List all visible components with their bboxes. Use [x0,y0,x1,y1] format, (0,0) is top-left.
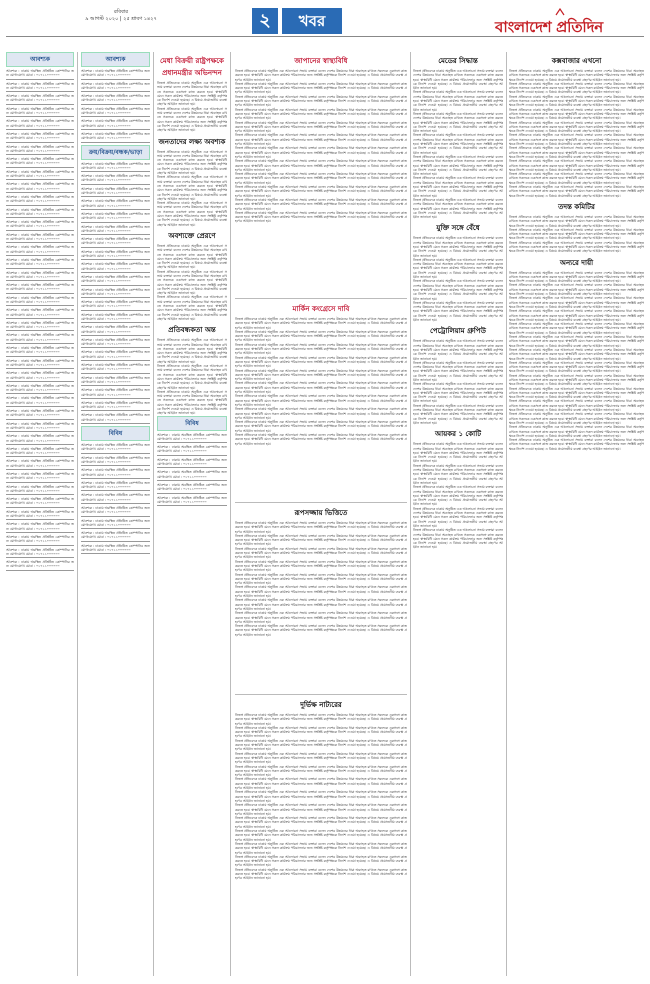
classified-ad: আবশ্যক : ঢাকায় অবস্থিত প্রতিষ্ঠিত কোম্পানির জন্য যোগাযোগ। মোবা : ০১৭১১০০০০০০ [6,522,74,533]
article-body: নিজস্ব প্রতিবেদক ঢাকায় অনুষ্ঠিত এক আলোচনা সভায় বক্তারা বলেন দেশের উন্নয়নের ধারা অব্যাহত রাখতে সকলকে একসঙ্গে কাজ করতে হবে। স্বাস্থ্যবিধি মেনে সকল কার্যক্রম পরিচালনার জন্য সংশ্লিষ্ট কর্তৃপক্ষকে নির্দেশ দেওয়া হয়েছে। এ বিষয়ে প্রয়োজনীয় ব্যবস্থা গ্রহণের আহ্বান জানানো হয়। [235,624,407,637]
article-headline: তদন্ত কমিটির [558,202,595,211]
classified-ad: আবশ্যক : ঢাকায় অবস্থিত প্রতিষ্ঠিত কোম্পানির জন্য যোগাযোগ। মোবা : ০১৭১১০০০০০০ [6,434,74,445]
column-divider [153,52,154,976]
classifieds-column-1 [6,52,74,976]
classified-ad: আবশ্যক : ঢাকায় অবস্থিত প্রতিষ্ঠিত কোম্পানির জন্য যোগাযোগ। মোবা : ০১৭১১০০০০০০ [81,187,150,198]
classified-ad: আবশ্যক : ঢাকায় অবস্থিত প্রতিষ্ঠিত কোম্পানির জন্য যোগাযোগ। মোবা : ০১৭১১০০০০০০ [6,220,74,231]
article-body: নিজস্ব প্রতিবেদক ঢাকায় অনুষ্ঠিত এক আলোচনা সভায় বক্তারা বলেন দেশের উন্নয়নের ধারা অব্যাহত রাখতে সকলকে একসঙ্গে কাজ করতে হবে। স্বাস্থ্যবিধি মেনে সকল কার্যক্রম পরিচালনার জন্য সংশ্লিষ্ট কর্তৃপক্ষকে নির্দেশ দেওয়া হয়েছে। এ বিষয়ে প্রয়োজনীয় ব্যবস্থা গ্রহণের আহ্বান জানানো হয়। [413,111,503,134]
article-body: নিজস্ব প্রতিবেদক ঢাকায় অনুষ্ঠিত এক আলোচনা সভায় বক্তারা বলেন দেশের উন্নয়নের ধারা অব্যাহত রাখতে সকলকে একসঙ্গে কাজ করতে হবে। স্বাস্থ্যবিধি মেনে সকল কার্যক্রম পরিচালনার জন্য সংশ্লিষ্ট কর্তৃপক্ষকে নির্দেশ দেওয়া হয়েছে। এ বিষয়ে প্রয়োজনীয় ব্যবস্থা গ্রহণের আহ্বান জানানো হয়। [235,146,407,159]
column-divider [410,52,411,976]
classified-ad: আবশ্যক : ঢাকায় অবস্থিত প্রতিষ্ঠিত কোম্পানির জন্য যোগাযোগ। মোবা : ০১৭১১০০০০০০ [81,313,150,324]
article-body: নিজস্ব প্রতিবেদক ঢাকায় অনুষ্ঠিত এক আলোচনা সভায় বক্তারা বলেন দেশের উন্নয়নের ধারা অব্যাহত রাখতে সকলকে একসঙ্গে কাজ করতে হবে। স্বাস্থ্যবিধি মেনে সকল কার্যক্রম পরিচালনার জন্য সংশ্লিষ্ট কর্তৃপক্ষকে নির্দেশ দেওয়া হয়েছে। এ বিষয়ে প্রয়োজনীয় ব্যবস্থা গ্রহণের আহ্বান জানানো হয়। [413,360,503,382]
article-body: নিজস্ব প্রতিবেদক ঢাকায় অনুষ্ঠিত এক আলোচনা সভায় বক্তারা বলেন দেশের উন্নয়নের ধারা অব্যাহত রাখতে সকলকে একসঙ্গে কাজ করতে হবে। স্বাস্থ্যবিধি মেনে সকল কার্যক্রম পরিচালনার জন্য সংশ্লিষ্ট কর্তৃপক্ষকে নির্দেশ দেওয়া হয়েছে। এ বিষয়ে প্রয়োজনীয় ব্যবস্থা গ্রহণের আহ্বান জানানো হয়। [235,433,407,446]
classified-ad: আবশ্যক : ঢাকায় অবস্থিত প্রতিষ্ঠিত কোম্পানির জন্য যোগাযোগ। মোবা : ০১৭১১০০০০০০ [81,212,150,223]
classified-ad: আবশ্যক : ঢাকায় অবস্থিত প্রতিষ্ঠিত কোম্পানির জন্য যোগাযোগ। মোবা : ০১৭১১০০০০০০ [81,107,150,118]
classified-ad: আবশ্যক : ঢাকায় অবস্থিত প্রতিষ্ঠিত কোম্পানির জন্য যোগাযোগ। মোবা : ০১৭১১০০০০০০ [81,544,150,555]
article-body: নিজস্ব প্রতিবেদক ঢাকায় অনুষ্ঠিত এক আলোচনা সভায় বক্তারা বলেন দেশের উন্নয়নের ধারা অব্যাহত রাখতে সকলকে একসঙ্গে কাজ করতে হবে। স্বাস্থ্যবিধি মেনে সকল কার্যক্রম পরিচালনার জন্য সংশ্লিষ্ট কর্তৃপক্ষকে নির্দেশ দেওয়া হয়েছে। এ বিষয়ে প্রয়োজনীয় ব্যবস্থা গ্রহণের আহ্বান জানানো হয়। [509,133,644,147]
article-body: নিজস্ব প্রতিবেদক ঢাকায় অনুষ্ঠিত এক আলোচনা সভায় বক্তারা বলেন দেশের উন্নয়নের ধারা অব্যাহত রাখতে সকলকে একসঙ্গে কাজ করতে হবে। স্বাস্থ্যবিধি মেনে সকল কার্যক্রম পরিচালনার জন্য সংশ্লিষ্ট কর্তৃপক্ষকে নির্দেশ দেওয়া হয়েছে। এ বিষয়ে প্রয়োজনীয় ব্যবস্থা গ্রহণের আহ্বান জানানো হয়। [509,69,644,82]
classified-ad: আবশ্যক : ঢাকায় অবস্থিত প্রতিষ্ঠিত কোম্পানির জন্য যোগাযোগ। মোবা : ০১৭১১০০০০০০ [6,157,74,168]
article-body: নিজস্ব প্রতিবেদক ঢাকায় অনুষ্ঠিত এক আলোচনা সভায় বক্তারা বলেন দেশের উন্নয়নের ধারা অব্যাহত রাখতে সকলকে একসঙ্গে কাজ করতে হবে। স্বাস্থ্যবিধি মেনে সকল কার্যক্রম পরিচালনার জন্য সংশ্লিষ্ট কর্তৃপক্ষকে নির্দেশ দেওয়া হয়েছে। এ বিষয়ে প্রয়োজনীয় ব্যবস্থা গ্রহণের আহ্বান জানানো হয়। [235,133,407,147]
article-headline: মার্কিন কংগ্রেসে দাবি [292,305,350,313]
classified-ad: আবশ্যক : ঢাকায় অবস্থিত প্রতিষ্ঠিত কোম্পানির জন্য যোগাযোগ। মোবা : ০১৭১১০০০০০০ [6,333,74,344]
article-body: নিজস্ব প্রতিবেদক ঢাকায় অনুষ্ঠিত এক আলোচনা সভায় বক্তারা বলেন দেশের উন্নয়নের ধারা অব্যাহত রাখতে সকলকে একসঙ্গে কাজ করতে হবে। স্বাস্থ্যবিধি মেনে সকল কার্যক্রম পরিচালনার জন্য সংশ্লিষ্ট কর্তৃপক্ষকে নির্দেশ দেওয়া হয়েছে। এ বিষয়ে প্রয়োজনীয় ব্যবস্থা গ্রহণের আহ্বান জানানো হয়। [235,725,407,739]
classified-ad: আবশ্যক : ঢাকায় অবস্থিত প্রতিষ্ঠিত কোম্পানির জন্য যোগাযোগ। মোবা : ০১৭১১০০০০০০ [6,195,74,206]
classified-ad: আবশ্যক : ঢাকায় অবস্থিত প্রতিষ্ঠিত কোম্পানির জন্য যোগাযোগ। মোবা : ০১৭১১০০০০০০ [157,470,227,481]
article-headline: আয়কর ১ কোটি [434,430,482,439]
header-rule [6,36,644,37]
classified-heading: আবশ্যক [81,52,150,67]
classified-ad: আবশ্যক : ঢাকায় অবস্থিত প্রতিষ্ঠিত কোম্পানির জন্য যোগাযোগ। মোবা : ০১৭১১০০০০০০ [81,376,150,387]
article-body: নিজস্ব প্রতিবেদক ঢাকায় অনুষ্ঠিত এক আলোচনা সভায় বক্তারা বলেন দেশের উন্নয়নের ধারা অব্যাহত রাখতে সকলকে একসঙ্গে কাজ করতে হবে। স্বাস্থ্যবিধি মেনে সকল কার্যক্রম পরিচালনার জন্য সংশ্লিষ্ট কর্তৃপক্ষকে নির্দেশ দেওয়া হয়েছে। এ বিষয়ে প্রয়োজনীয় ব্যবস্থা গ্রহণের আহ্বান জানানো হয়। [413,528,503,550]
story-divider [235,502,407,503]
article-body: নিজস্ব প্রতিবেদক ঢাকায় অনুষ্ঠিত এক আলোচনা সভায় বক্তারা বলেন দেশের উন্নয়নের ধারা অব্যাহত রাখতে সকলকে একসঙ্গে কাজ করতে হবে। স্বাস্থ্যবিধি মেনে সকল কার্যক্রম পরিচালনার জন্য সংশ্লিষ্ট কর্তৃপক্ষকে নির্দেশ দেওয়া হয়েছে। এ বিষয়ে প্রয়োজনীয় ব্যবস্থা গ্রহণের আহ্বান জানানো হয়। [235,342,407,356]
article-body: নিজস্ব প্রতিবেদক ঢাকায় অনুষ্ঠিত এক আলোচনা সভায় বক্তারা বলেন দেশের উন্নয়নের ধারা অব্যাহত রাখতে সকলকে একসঙ্গে কাজ করতে হবে। স্বাস্থ্যবিধি মেনে সকল কার্যক্রম পরিচালনার জন্য সংশ্লিষ্ট কর্তৃপক্ষকে নির্দেশ দেওয়া হয়েছে। এ বিষয়ে প্রয়োজনীয় ব্যবস্থা গ্রহণের আহ্বান জানানো হয়। [509,81,644,95]
article-body: নিজস্ব প্রতিবেদক ঢাকায় অনুষ্ঠিত এক আলোচনা সভায় বক্তারা বলেন দেশের উন্নয়নের ধারা অব্যাহত রাখতে সকলকে একসঙ্গে কাজ করতে হবে। স্বাস্থ্যবিধি মেনে সকল কার্যক্রম পরিচালনার জন্য সংশ্লিষ্ট কর্তৃপক্ষকে নির্দেশ দেওয়া হয়েছে। এ বিষয়ে প্রয়োজনীয় ব্যবস্থা গ্রহণের আহ্বান জানানো হয়। [413,300,503,323]
page-header [0,0,650,38]
classified-ad: আবশ্যক : ঢাকায় অবস্থিত প্রতিষ্ঠিত কোম্পানির জন্য যোগাযোগ। মোবা : ০১৭১১০০০০০০ [6,409,74,420]
article-body: নিজস্ব প্রতিবেদক ঢাকায় অনুষ্ঠিত এক আলোচনা সভায় বক্তারা বলেন দেশের উন্নয়নের ধারা অব্যাহত রাখতে সকলকে একসঙ্গে কাজ করতে হবে। স্বাস্থ্যবিধি মেনে সকল কার্যক্রম পরিচালনার জন্য সংশ্লিষ্ট কর্তৃপক্ষকে নির্দেশ দেওয়া হয়েছে। এ বিষয়ে প্রয়োজনীয় ব্যবস্থা গ্রহণের আহ্বান জানানো হয়। [235,841,407,855]
article-headline: যুক্তি সঙ্গে বেঁধে [436,224,480,233]
classified-ad: আবশ্যক : ঢাকায় অবস্থিত প্রতিষ্ঠিত কোম্পানির জন্য যোগাযোগ। মোবা : ০১৭১১০০০০০০ [6,208,74,219]
article-body: নিজস্ব প্রতিবেদক ঢাকায় অনুষ্ঠিত এক আলোচনা সভায় বক্তারা বলেন দেশের উন্নয়নের ধারা অব্যাহত রাখতে সকলকে একসঙ্গে কাজ করতে হবে। স্বাস্থ্যবিধি মেনে সকল কার্যক্রম পরিচালনার জন্য সংশ্লিষ্ট কর্তৃপক্ষকে নির্দেশ দেওয়া হয়েছে। এ বিষয়ে প্রয়োজনীয় ব্যবস্থা গ্রহণের আহ্বান জানানো হয়। [235,185,407,198]
article-body: নিজস্ব প্রতিবেদক ঢাকায় অনুষ্ঠিত এক আলোচনা সভায় বক্তারা বলেন দেশের উন্নয়নের ধারা অব্যাহত রাখতে সকলকে একসঙ্গে কাজ করতে হবে। স্বাস্থ্যবিধি মেনে সকল কার্যক্রম পরিচালনার জন্য সংশ্লিষ্ট কর্তৃপক্ষকে নির্দেশ দেওয়া হয়েছে। এ বিষয়ে প্রয়োজনীয় ব্যবস্থা গ্রহণের আহ্বান জানানো হয়। [509,146,644,159]
article-body: নিজস্ব প্রতিবেদক ঢাকায় অনুষ্ঠিত এক আলোচনা সভায় বক্তারা বলেন দেশের উন্নয়নের ধারা অব্যাহত রাখতে সকলকে একসঙ্গে কাজ করতে হবে। স্বাস্থ্যবিধি মেনে সকল কার্যক্রম পরিচালনার জন্য সংশ্লিষ্ট কর্তৃপক্ষকে নির্দেশ দেওয়া হয়েছে। এ বিষয়ে প্রয়োজনীয় ব্যবস্থা গ্রহণের আহ্বান জানানো হয়। [235,559,407,573]
article-body: নিজস্ব প্রতিবেদক ঢাকায় অনুষ্ঠিত এক আলোচনা সভায় বক্তারা বলেন দেশের উন্নয়নের ধারা অব্যাহত রাখতে সকলকে একসঙ্গে কাজ করতে হবে। স্বাস্থ্যবিধি মেনে সকল কার্যক্রম পরিচালনার জন্য সংশ্লিষ্ট কর্তৃপক্ষকে নির্দেশ দেওয়া হয়েছে। এ বিষয়ে প্রয়োজনীয় ব্যবস্থা গ্রহণের আহ্বান জানানো হয়। [235,172,407,185]
classified-ad: আবশ্যক : ঢাকায় অবস্থিত প্রতিষ্ঠিত কোম্পানির জন্য যোগাযোগ। মোবা : ০১৭১১০০০০০০ [6,308,74,319]
classified-ad: আবশ্যক : ঢাকায় অবস্থিত প্রতিষ্ঠিত কোম্পানির জন্য যোগাযোগ। মোবা : ০১৭১১০০০০০০ [6,485,74,496]
article-body: নিজস্ব প্রতিবেদক ঢাকায় অনুষ্ঠিত এক আলোচনা সভায় বক্তারা বলেন দেশের উন্নয়নের ধারা অব্যাহত রাখতে সকলকে একসঙ্গে কাজ করতে হবে। স্বাস্থ্যবিধি মেনে সকল কার্যক্রম পরিচালনার জন্য সংশ্লিষ্ট কর্তৃপক্ষকে নির্দেশ দেওয়া হয়েছে। এ বিষয়ে প্রয়োজনীয় ব্যবস্থা গ্রহণের আহ্বান জানানো হয়। [235,816,407,829]
story-lower-main [235,504,407,692]
article-body: নিজস্ব প্রতিবেদক ঢাকায় অনুষ্ঠিত এক আলোচনা সভায় বক্তারা বলেন দেশের উন্নয়নের ধারা অব্যাহত রাখতে সকলকে একসঙ্গে কাজ করতে হবে। স্বাস্থ্যবিধি মেনে সকল কার্যক্রম পরিচালনার জন্য সংশ্লিষ্ট কর্তৃপক্ষকে নির্দেশ দেওয়া হয়েছে। এ বিষয়ে প্রয়োজনীয় ব্যবস্থা গ্রহণের আহ্বান জানানো হয়। [235,585,407,599]
classified-ad: আবশ্যক : ঢাকায় অবস্থিত প্রতিষ্ঠিত কোম্পানির জন্য যোগাযোগ। মোবা : ০১৭১১০০০০০০ [81,338,150,349]
article-body: নিজস্ব প্রতিবেদক ঢাকায় অনুষ্ঠিত এক আলোচনা সভায় বক্তারা বলেন দেশের উন্নয়নের ধারা অব্যাহত রাখতে সকলকে একসঙ্গে কাজ করতে হবে। স্বাস্থ্যবিধি মেনে সকল কার্যক্রম পরিচালনার জন্য সংশ্লিষ্ট কর্তৃপক্ষকে নির্দেশ দেওয়া হয়েছে। এ বিষয়ে প্রয়োজনীয় ব্যবস্থা গ্রহণের আহ্বান জানানো হয়। [413,176,503,198]
classified-ad: আবশ্যক : ঢাকায় অবস্থিত প্রতিষ্ঠিত কোম্পানির জন্য যোগাযোগ। মোবা : ০১৭১১০০০০০০ [81,82,150,93]
classified-heading: আবশ্যক [6,52,74,67]
classified-ad: আবশ্যক : ঢাকায় অবস্থিত প্রতিষ্ঠিত কোম্পানির জন্য যোগাযোগ। মোবা : ০১৭১১০০০০০০ [81,493,150,504]
article-body: নিজস্ব প্রতিবেদক ঢাকায় অনুষ্ঠিত এক আলোচনা সভায় বক্তারা বলেন দেশের উন্নয়নের ধারা অব্যাহত রাখতে সকলকে একসঙ্গে কাজ করতে হবে। স্বাস্থ্যবিধি মেনে সকল কার্যক্রম পরিচালনার জন্য সংশ্লিষ্ট কর্তৃপক্ষকে নির্দেশ দেওয়া হয়েছে। এ বিষয়ে প্রয়োজনীয় ব্যবস্থা গ্রহণের আহ্বান জানানো হয়। [413,485,503,507]
article-body: নিজস্ব প্রতিবেদক ঢাকায় অনুষ্ঠিত এক আলোচনা সভায় বক্তারা বলেন দেশের উন্নয়নের ধারা অব্যাহত রাখতে সকলকে একসঙ্গে কাজ করতে হবে। স্বাস্থ্যবিধি মেনে সকল কার্যক্রম পরিচালনার জন্য সংশ্লিষ্ট কর্তৃপক্ষকে নির্দেশ দেওয়া হয়েছে। এ বিষয়ে প্রয়োজনীয় ব্যবস্থা গ্রহণের আহ্বান জানানো হয়। [235,764,407,778]
article-body: নিজস্ব প্রতিবেদক ঢাকায় অনুষ্ঠিত এক আলোচনা সভায় বক্তারা বলেন দেশের উন্নয়নের ধারা অব্যাহত রাখতে সকলকে একসঙ্গে কাজ করতে হবে। স্বাস্থ্যবিধি মেনে সকল কার্যক্রম পরিচালনার জন্য সংশ্লিষ্ট কর্তৃপক্ষকে নির্দেশ দেওয়া হয়েছে। এ বিষয়ে প্রয়োজনীয় ব্যবস্থা গ্রহণের আহ্বান জানানো হয়। [509,172,644,185]
masthead-logo-icon [555,8,565,16]
article-body: নিজস্ব প্রতিবেদক ঢাকায় অনুষ্ঠিত এক আলোচনা সভায় বক্তারা বলেন দেশের উন্নয়নের ধারা অব্যাহত রাখতে সকলকে একসঙ্গে কাজ করতে হবে। স্বাস্থ্যবিধি মেনে সকল কার্যক্রম পরিচালনার জন্য সংশ্লিষ্ট কর্তৃপক্ষকে নির্দেশ দেওয়া হয়েছে। এ বিষয়ে প্রয়োজনীয় ব্যবস্থা গ্রহণের আহ্বান জানানো হয়। [509,296,644,309]
classified-heading: ক্রয়/বিক্রয়/বন্ধক/ভাড়া [81,145,150,160]
classified-ad: আবশ্যক : ঢাকায় অবস্থিত প্রতিষ্ঠিত কোম্পানির জন্য যোগাযোগ। মোবা : ০১৭১১০০০০০০ [81,94,150,105]
article-body: নিজস্ব প্রতিবেদক ঢাকায় অনুষ্ঠিত এক আলোচনা সভায় বক্তারা বলেন দেশের উন্নয়নের ধারা অব্যাহত রাখতে সকলকে একসঙ্গে কাজ করতে হবে। স্বাস্থ্যবিধি মেনে সকল কার্যক্রম পরিচালনার জন্য সংশ্লিষ্ট কর্তৃপক্ষকে নির্দেশ দেওয়া হয়েছে। এ বিষয়ে প্রয়োজনীয় ব্যবস্থা গ্রহণের আহ্বান জানানো হয়। [235,120,407,134]
article-headline: অন্যরে দায়ী [559,258,594,267]
article-body: নিজস্ব প্রতিবেদক ঢাকায় অনুষ্ঠিত এক আলোচনা সভায় বক্তারা বলেন দেশের উন্নয়নের ধারা অব্যাহত রাখতে সকলকে একসঙ্গে কাজ করতে হবে। স্বাস্থ্যবিধি মেনে সকল কার্যক্রম পরিচালনার জন্য সংশ্লিষ্ট কর্তৃপক্ষকে নির্দেশ দেওয়া হয়েছে। এ বিষয়ে প্রয়োজনীয় ব্যবস্থা গ্রহণের আহ্বান জানানো হয়। [413,506,503,528]
article-headline: প্রতিবন্ধকতা অন্ত [168,326,216,335]
classified-ad: আবশ্যক : ঢাকায় অবস্থিত প্রতিষ্ঠিত কোম্পানির জন্য যোগাযোগ। মোবা : ০১৭১১০০০০০০ [81,519,150,530]
news-column-right [509,52,644,976]
classified-ad: আবশ্যক : ঢাকায় অবস্থিত প্রতিষ্ঠিত কোম্পানির জন্য যোগাযোগ। মোবা : ০১৭১১০০০০০০ [81,119,150,130]
article-body: নিজস্ব প্রতিবেদক ঢাকায় অনুষ্ঠিত এক আলোচনা সভায় বক্তারা বলেন দেশের উন্নয়নের ধারা অব্যাহত রাখতে সকলকে একসঙ্গে কাজ করতে হবে। স্বাস্থ্যবিধি মেনে সকল কার্যক্রম পরিচালনার জন্য সংশ্লিষ্ট কর্তৃপক্ষকে নির্দেশ দেওয়া হয়েছে। এ বিষয়ে প্রয়োজনীয় ব্যবস্থা গ্রহণের আহ্বান জানানো হয়। [157,295,227,321]
article-body: নিজস্ব প্রতিবেদক ঢাকায় অনুষ্ঠিত এক আলোচনা সভায় বক্তারা বলেন দেশের উন্নয়নের ধারা অব্যাহত রাখতে সকলকে একসঙ্গে কাজ করতে হবে। স্বাস্থ্যবিধি মেনে সকল কার্যক্রম পরিচালনার জন্য সংশ্লিষ্ট কর্তৃপক্ষকে নির্দেশ দেওয়া হয়েছে। এ বিষয়ে প্রয়োজনীয় ব্যবস্থা গ্রহণের আহ্বান জানানো হয়। [509,159,644,172]
article-body: নিজস্ব প্রতিবেদক ঢাকায় অনুষ্ঠিত এক আলোচনা সভায় বক্তারা বলেন দেশের উন্নয়নের ধারা অব্যাহত রাখতে সকলকে একসঙ্গে কাজ করতে হবে। স্বাস্থ্যবিধি মেনে সকল কার্যক্রম পরিচালনার জন্য সংশ্লিষ্ট কর্তৃপক্ষকে নির্দেশ দেওয়া হয়েছে। এ বিষয়ে প্রয়োজনীয় ব্যবস্থা গ্রহণের আহ্বান জানানো হয়। [509,438,644,451]
date-line [6,9,236,23]
article-body: নিজস্ব প্রতিবেদক ঢাকায় অনুষ্ঠিত এক আলোচনা সভায় বক্তারা বলেন দেশের উন্নয়নের ধারা অব্যাহত রাখতে সকলকে একসঙ্গে কাজ করতে হবে। স্বাস্থ্যবিধি মেনে সকল কার্যক্রম পরিচালনার জন্য সংশ্লিষ্ট কর্তৃপক্ষকে নির্দেশ দেওয়া হয়েছে। এ বিষয়ে প্রয়োজনীয় ব্যবস্থা গ্রহণের আহ্বান জানানো হয়। [235,854,407,868]
article-body: নিজস্ব প্রতিবেদক ঢাকায় অনুষ্ঠিত এক আলোচনা সভায় বক্তারা বলেন দেশের উন্নয়নের ধারা অব্যাহত রাখতে সকলকে একসঙ্গে কাজ করতে হবে। স্বাস্থ্যবিধি মেনে সকল কার্যক্রম পরিচালনার জন্য সংশ্লিষ্ট কর্তৃপক্ষকে নির্দেশ দেওয়া হয়েছে। এ বিষয়ে প্রয়োজনীয় ব্যবস্থা গ্রহণের আহ্বান জানানো হয়। [235,533,407,547]
story-divider [235,298,407,299]
classified-ad: আবশ্যক : ঢাকায় অবস্থিত প্রতিষ্ঠিত কোম্পানির জন্য যোগাযোগ। মোবা : ০১৭১১০০০০০০ [81,413,150,424]
classified-ad: আবশ্যক : ঢাকায় অবস্থিত প্রতিষ্ঠিত কোম্পানির জন্য যোগাযোগ। মোবা : ০১৭১১০০০০০০ [81,481,150,492]
article-body: নিজস্ব প্রতিবেদক ঢাকায় অনুষ্ঠিত এক আলোচনা সভায় বক্তারা বলেন দেশের উন্নয়নের ধারা অব্যাহত রাখতে সকলকে একসঙ্গে কাজ করতে হবে। স্বাস্থ্যবিধি মেনে সকল কার্যক্রম পরিচালনার জন্য সংশ্লিষ্ট কর্তৃপক্ষকে নির্দেশ দেওয়া হয়েছে। এ বিষয়ে প্রয়োজনীয় ব্যবস্থা গ্রহণের আহ্বান জানানো হয়। [157,175,227,201]
article-body: নিজস্ব প্রতিবেদক ঢাকায় অনুষ্ঠিত এক আলোচনা সভায় বক্তারা বলেন দেশের উন্নয়নের ধারা অব্যাহত রাখতে সকলকে একসঙ্গে কাজ করতে হবে। স্বাস্থ্যবিধি মেনে সকল কার্যক্রম পরিচালনার জন্য সংশ্লিষ্ট কর্তৃপক্ষকে নির্দেশ দেওয়া হয়েছে। এ বিষয়ে প্রয়োজনীয় ব্যবস্থা গ্রহণের আহ্বান জানানো হয়। [235,777,407,791]
article-body: নিজস্ব প্রতিবেদক ঢাকায় অনুষ্ঠিত এক আলোচনা সভায় বক্তারা বলেন দেশের উন্নয়নের ধারা অব্যাহত রাখতে সকলকে একসঙ্গে কাজ করতে হবে। স্বাস্থ্যবিধি মেনে সকল কার্যক্রম পরিচালনার জন্য সংশ্লিষ্ট কর্তৃপক্ষকে নির্দেশ দেওয়া হয়েছে। এ বিষয়ে প্রয়োজনীয় ব্যবস্থা গ্রহণের আহ্বান জানানো হয়। [235,790,407,803]
article-body: নিজস্ব প্রতিবেদক ঢাকায় অনুষ্ঠিত এক আলোচনা সভায় বক্তারা বলেন দেশের উন্নয়নের ধারা অব্যাহত রাখতে সকলকে একসঙ্গে কাজ করতে হবে। স্বাস্থ্যবিধি মেনে সকল কার্যক্রম পরিচালনার জন্য সংশ্লিষ্ট কর্তৃপক্ষকে নির্দেশ দেওয়া হয়েছে। এ বিষয়ে প্রয়োজনীয় ব্যবস্থা গ্রহণের আহ্বান জানানো হয়। [509,412,644,425]
classified-ad: আবশ্যক : ঢাকায় অবস্থিত প্রতিষ্ঠিত কোম্পানির জন্য যোগাযোগ। মোবা : ০১৭১১০০০০০০ [6,321,74,332]
article-headline: দুর্ভিক্ষ নাট্যরের [300,701,342,709]
classified-ad: আবশ্যক : ঢাকায় অবস্থিত প্রতিষ্ঠিত কোম্পানির জন্য যোগাযোগ। মোবা : ০১৭১১০০০০০০ [6,459,74,470]
classified-ad: আবশ্যক : ঢাকায় অবস্থিত প্রতিষ্ঠিত কোম্পানির জন্য যোগাযোগ। মোবা : ০১৭১১০০০০০০ [6,107,74,118]
article-body: নিজস্ব প্রতিবেদক ঢাকায় অনুষ্ঠিত এক আলোচনা সভায় বক্তারা বলেন দেশের উন্নয়নের ধারা অব্যাহত রাখতে সকলকে একসঙ্গে কাজ করতে হবে। স্বাস্থ্যবিধি মেনে সকল কার্যক্রম পরিচালনার জন্য সংশ্লিষ্ট কর্তৃপক্ষকে নির্দেশ দেওয়া হয়েছে। এ বিষয়ে প্রয়োজনীয় ব্যবস্থা গ্রহণের আহ্বান জানানো হয়। [157,364,227,390]
article-body: নিজস্ব প্রতিবেদক ঢাকায় অনুষ্ঠিত এক আলোচনা সভায় বক্তারা বলেন দেশের উন্নয়নের ধারা অব্যাহত রাখতে সকলকে একসঙ্গে কাজ করতে হবে। স্বাস্থ্যবিধি মেনে সকল কার্যক্রম পরিচালনার জন্য সংশ্লিষ্ট কর্তৃপক্ষকে নির্দেশ দেওয়া হয়েছে। এ বিষয়ে প্রয়োজনীয় ব্যবস্থা গ্রহণের আহ্বান জানানো হয়। [509,425,644,438]
classified-heading: বিবিধ [81,426,150,441]
classified-ad: আবশ্যক : ঢাকায় অবস্থিত প্রতিষ্ঠিত কোম্পানির জন্য যোগাযোগ। মোবা : ০১৭১১০০০০০০ [81,132,150,143]
classified-ad: আবশ্যক : ঢাকায় অবস্থিত প্রতিষ্ঠিত কোম্পানির জন্য যোগাযোগ। মোবা : ০১৭১১০০০০০০ [6,497,74,508]
classified-ad: আবশ্যক : ঢাকায় অবস্থিত প্রতিষ্ঠিত কোম্পানির জন্য যোগাযোগ। মোবা : ০১৭১১০০০০০০ [6,359,74,370]
article-body: নিজস্ব প্রতিবেদক ঢাকায় অনুষ্ঠিত এক আলোচনা সভায় বক্তারা বলেন দেশের উন্নয়নের ধারা অব্যাহত রাখতে সকলকে একসঙ্গে কাজ করতে হবে। স্বাস্থ্যবিধি মেনে সকল কার্যক্রম পরিচালনার জন্য সংশ্লিষ্ট কর্তৃপক্ষকে নির্দেশ দেওয়া হয়েছে। এ বিষয়ে প্রয়োজনীয় ব্যবস্থা গ্রহণের আহ্বান জানানো হয়। [413,442,503,464]
story-mid-main [235,300,407,500]
classified-ad: আবশ্যক : ঢাকায় অবস্থিত প্রতিষ্ঠিত কোম্পানির জন্য যোগাযোগ। মোবা : ০১৭১১০০০০০০ [6,346,74,357]
story-bottom-main [235,696,407,976]
classified-ad: আবশ্যক : ঢাকায় অবস্থিত প্রতিষ্ঠিত কোম্পানির জন্য যোগাযোগ। মোবা : ০১৭১১০০০০০০ [157,433,227,444]
classified-ad: আবশ্যক : ঢাকায় অবস্থিত প্রতিষ্ঠিত কোম্পানির জন্য যোগাযোগ। মোবা : ০১৭১১০০০০০০ [6,422,74,433]
classified-ad: আবশ্যক : ঢাকায় অবস্থিত প্রতিষ্ঠিত কোম্পানির জন্য যোগাযোগ। মোবা : ০১৭১১০০০০০০ [81,237,150,248]
column-divider [77,52,78,976]
column-divider [230,52,231,976]
article-body: নিজস্ব প্রতিবেদক ঢাকায় অনুষ্ঠিত এক আলোচনা সভায় বক্তারা বলেন দেশের উন্নয়নের ধারা অব্যাহত রাখতে সকলকে একসঙ্গে কাজ করতে হবে। স্বাস্থ্যবিধি মেনে সকল কার্যক্রম পরিচালনার জন্য সংশ্লিষ্ট কর্তৃপক্ষকে নির্দেশ দেওয়া হয়েছে। এ বিষয়ে প্রয়োজনীয় ব্যবস্থা গ্রহণের আহ্বান জানানো হয়। [509,227,644,241]
article-headline: অবশ্যক্তে প্রেরণে [168,231,216,240]
classified-ad: আবশ্যক : ঢাকায় অবস্থিত প্রতিষ্ঠিত কোম্পানির জন্য যোগাযোগ। মোবা : ০১৭১১০০০০০০ [6,233,74,244]
article-body: নিজস্ব প্রতিবেদক ঢাকায় অনুষ্ঠিত এক আলোচনা সভায় বক্তারা বলেন দেশের উন্নয়নের ধারা অব্যাহত রাখতে সকলকে একসঙ্গে কাজ করতে হবে। স্বাস্থ্যবিধি মেনে সকল কার্যক্রম পরিচালনার জন্য সংশ্লিষ্ট কর্তৃপক্ষকে নির্দেশ দেওয়া হয়েছে। এ বিষয়ে প্রয়োজনীয় ব্যবস্থা গ্রহণের আহ্বান জানানো হয়। [413,279,503,301]
article-body: নিজস্ব প্রতিবেদক ঢাকায় অনুষ্ঠিত এক আলোচনা সভায় বক্তারা বলেন দেশের উন্নয়নের ধারা অব্যাহত রাখতে সকলকে একসঙ্গে কাজ করতে হবে। স্বাস্থ্যবিধি মেনে সকল কার্যক্রম পরিচালনার জন্য সংশ্লিষ্ট কর্তৃপক্ষকে নির্দেশ দেওয়া হয়েছে। এ বিষয়ে প্রয়োজনীয় ব্যবস্থা গ্রহণের আহ্বান জানানো হয়। [157,269,227,296]
classified-ad: আবশ্যক : ঢাকায় অবস্থিত প্রতিষ্ঠিত কোম্পানির জন্য যোগাযোগ। মোবা : ০১৭১১০০০০০০ [157,496,227,507]
article-body: নিজস্ব প্রতিবেদক ঢাকায় অনুষ্ঠিত এক আলোচনা সভায় বক্তারা বলেন দেশের উন্নয়নের ধারা অব্যাহত রাখতে সকলকে একসঙ্গে কাজ করতে হবে। স্বাস্থ্যবিধি মেনে সকল কার্যক্রম পরিচালনার জন্য সংশ্লিষ্ট কর্তৃপক্ষকে নির্দেশ দেওয়া হয়েছে। এ বিষয়ে প্রয়োজনীয় ব্যবস্থা গ্রহণের আহ্বান জানানো হয়। [509,240,644,254]
article-body: নিজস্ব প্রতিবেদক ঢাকায় অনুষ্ঠিত এক আলোচনা সভায় বক্তারা বলেন দেশের উন্নয়নের ধারা অব্যাহত রাখতে সকলকে একসঙ্গে কাজ করতে হবে। স্বাস্থ্যবিধি মেনে সকল কার্যক্রম পরিচালনার জন্য সংশ্লিষ্ট কর্তৃপক্ষকে নির্দেশ দেওয়া হয়েছে। এ বিষয়ে প্রয়োজনীয় ব্যবস্থা গ্রহণের আহ্বান জানানো হয়। [157,81,227,107]
article-body: নিজস্ব প্রতিবেদক ঢাকায় অনুষ্ঠিত এক আলোচনা সভায় বক্তারা বলেন দেশের উন্নয়নের ধারা অব্যাহত রাখতে সকলকে একসঙ্গে কাজ করতে হবে। স্বাস্থ্যবিধি মেনে সকল কার্যক্রম পরিচালনার জন্য সংশ্লিষ্ট কর্তৃপক্ষকে নির্দেশ দেওয়া হয়েছে। এ বিষয়ে প্রয়োজনীয় ব্যবস্থা গ্রহণের আহ্বান জানানো হয়। [509,185,644,198]
article-body: নিজস্ব প্রতিবেদক ঢাকায় অনুষ্ঠিত এক আলোচনা সভায় বক্তারা বলেন দেশের উন্নয়নের ধারা অব্যাহত রাখতে সকলকে একসঙ্গে কাজ করতে হবে। স্বাস্থ্যবিধি মেনে সকল কার্যক্রম পরিচালনার জন্য সংশ্লিষ্ট কর্তৃপক্ষকে নির্দেশ দেওয়া হয়েছে। এ বিষয়ে প্রয়োজনীয় ব্যবস্থা গ্রহণের আহ্বান জানানো হয়। [235,355,407,369]
article-body: নিজস্ব প্রতিবেদক ঢাকায় অনুষ্ঠিত এক আলোচনা সভায় বক্তারা বলেন দেশের উন্নয়নের ধারা অব্যাহত রাখতে সকলকে একসঙ্গে কাজ করতে হবে। স্বাস্থ্যবিধি মেনে সকল কার্যক্রম পরিচালনার জন্য সংশ্লিষ্ট কর্তৃপক্ষকে নির্দেশ দেওয়া হয়েছে। এ বিষয়ে প্রয়োজনীয় ব্যবস্থা গ্রহণের আহ্বান জানানো হয়। [235,598,407,611]
classified-ad: আবশ্যক : ঢাকায় অবস্থিত প্রতিষ্ঠিত কোম্পানির জন্য যোগাযোগ। মোবা : ০১৭১১০০০০০০ [81,262,150,273]
article-body: নিজস্ব প্রতিবেদক ঢাকায় অনুষ্ঠিত এক আলোচনা সভায় বক্তারা বলেন দেশের উন্নয়নের ধারা অব্যাহত রাখতে সকলকে একসঙ্গে কাজ করতে হবে। স্বাস্থ্যবিধি মেনে সকল কার্যক্রম পরিচালনার জন্য সংশ্লিষ্ট কর্তৃপক্ষকে নির্দেশ দেওয়া হয়েছে। এ বিষয়ে প্রয়োজনীয় ব্যবস্থা গ্রহণের আহ্বান জানানো হয়। [235,381,407,395]
article-body: নিজস্ব প্রতিবেদক ঢাকায় অনুষ্ঠিত এক আলোচনা সভায় বক্তারা বলেন দেশের উন্নয়নের ধারা অব্যাহত রাখতে সকলকে একসঙ্গে কাজ করতে হবে। স্বাস্থ্যবিধি মেনে সকল কার্যক্রম পরিচালনার জন্য সংশ্লিষ্ট কর্তৃপক্ষকে নির্দেশ দেওয়া হয়েছে। এ বিষয়ে প্রয়োজনীয় ব্যবস্থা গ্রহণের আহ্বান জানানো হয়। [235,394,407,407]
article-body: নিজস্ব প্রতিবেদক ঢাকায় অনুষ্ঠিত এক আলোচনা সভায় বক্তারা বলেন দেশের উন্নয়নের ধারা অব্যাহত রাখতে সকলকে একসঙ্গে কাজ করতে হবে। স্বাস্থ্যবিধি মেনে সকল কার্যক্রম পরিচালনার জন্য সংশ্লিষ্ট কর্তৃপক্ষকে নির্দেশ দেওয়া হয়েছে। এ বিষয়ে প্রয়োজনীয় ব্যবস্থা গ্রহণের আহ্বান জানানো হয়। [509,360,644,374]
classified-ad: আবশ্যক : ঢাকায় অবস্থিত প্রতিষ্ঠিত কোম্পানির জন্য যোগাযোগ। মোবা : ০১৭১১০০০০০০ [81,300,150,311]
article-body: নিজস্ব প্রতিবেদক ঢাকায় অনুষ্ঠিত এক আলোচনা সভায় বক্তারা বলেন দেশের উন্নয়নের ধারা অব্যাহত রাখতে সকলকে একসঙ্গে কাজ করতে হবে। স্বাস্থ্যবিধি মেনে সকল কার্যক্রম পরিচালনার জন্য সংশ্লিষ্ট কর্তৃপক্ষকে নির্দেশ দেওয়া হয়েছে। এ বিষয়ে প্রয়োজনীয় ব্যবস্থা গ্রহণের আহ্বান জানানো হয়। [509,399,644,413]
article-body: নিজস্ব প্রতিবেদক ঢাকায় অনুষ্ঠিত এক আলোচনা সভায় বক্তারা বলেন দেশের উন্নয়নের ধারা অব্যাহত রাখতে সকলকে একসঙ্গে কাজ করতে হবে। স্বাস্থ্যবিধি মেনে সকল কার্যক্রম পরিচালনার জন্য সংশ্লিষ্ট কর্তৃপক্ষকে নির্দেশ দেওয়া হয়েছে। এ বিষয়ে প্রয়োজনীয় ব্যবস্থা গ্রহণের আহ্বান জানানো হয়। [235,611,407,624]
article-body: নিজস্ব প্রতিবেদক ঢাকায় অনুষ্ঠিত এক আলোচনা সভায় বক্তারা বলেন দেশের উন্নয়নের ধারা অব্যাহত রাখতে সকলকে একসঙ্গে কাজ করতে হবে। স্বাস্থ্যবিধি মেনে সকল কার্যক্রম পরিচালনার জন্য সংশ্লিষ্ট কর্তৃপক্ষকে নির্দেশ দেওয়া হয়েছে। এ বিষয়ে প্রয়োজনীয় ব্যবস্থা গ্রহণের আহ্বান জানানো হয়। [157,201,227,227]
classified-ad: আবশ্যক : ঢাকায় অবস্থিত প্রতিষ্ঠিত কোম্পানির জন্য যোগাযোগ। মোবা : ০১৭১১০০০০০০ [6,447,74,458]
classified-ad: আবশ্যক : ঢাকায় অবস্থিত প্রতিষ্ঠিত কোম্পানির জন্য যোগাযোগ। মোবা : ০১৭১১০০০০০০ [157,458,227,469]
classified-ad: আবশ্যক : ঢাকায় অবস্থিত প্রতিষ্ঠিত কোম্পানির জন্য যোগাযোগ। মোবা : ০১৭১১০০০০০০ [6,182,74,193]
classified-ad: আবশ্যক : ঢাকায় অবস্থিত প্রতিষ্ঠিত কোম্পানির জন্য যোগাযোগ। মোবা : ০১৭১১০০০০০০ [6,510,74,521]
article-body: নিজস্ব প্রতিবেদক ঢাকায় অনুষ্ঠিত এক আলোচনা সভায় বক্তারা বলেন দেশের উন্নয়নের ধারা অব্যাহত রাখতে সকলকে একসঙ্গে কাজ করতে হবে। স্বাস্থ্যবিধি মেনে সকল কার্যক্রম পরিচালনার জন্য সংশ্লিষ্ট কর্তৃপক্ষকে নির্দেশ দেওয়া হয়েছে। এ বিষয়ে প্রয়োজনীয় ব্যবস্থা গ্রহণের আহ্বান জানানো হয়। [509,335,644,348]
article-body: নিজস্ব প্রতিবেদক ঢাকায় অনুষ্ঠিত এক আলোচনা সভায় বক্তারা বলেন দেশের উন্নয়নের ধারা অব্যাহত রাখতে সকলকে একসঙ্গে কাজ করতে হবে। স্বাস্থ্যবিধি মেনে সকল কার্যক্রম পরিচালনার জন্য সংশ্লিষ্ট কর্তৃপক্ষকে নির্দেশ দেওয়া হয়েছে। এ বিষয়ে প্রয়োজনীয় ব্যবস্থা গ্রহণের আহ্বান জানানো হয়। [509,107,644,121]
article-body: নিজস্ব প্রতিবেদক ঢাকায় অনুষ্ঠিত এক আলোচনা সভায় বক্তারা বলেন দেশের উন্নয়নের ধারা অব্যাহত রাখতে সকলকে একসঙ্গে কাজ করতে হবে। স্বাস্থ্যবিধি মেনে সকল কার্যক্রম পরিচালনার জন্য সংশ্লিষ্ট কর্তৃপক্ষকে নির্দেশ দেওয়া হয়েছে। এ বিষয়ে প্রয়োজনীয় ব্যবস্থা গ্রহণের আহ্বান জানানো হয়। [235,407,407,420]
section-title: খবর [282,8,342,34]
article-headline: মেডের সিদ্ধান্ত [438,57,478,65]
classified-ad: আবশ্যক : ঢাকায় অবস্থিত প্রতিষ্ঠিত কোম্পানির জন্য যোগাযোগ। মোবা : ০১৭১১০০০০০০ [6,82,74,93]
article-body: নিজস্ব প্রতিবেদক ঢাকায় অনুষ্ঠিত এক আলোচনা সভায় বক্তারা বলেন দেশের উন্নয়নের ধারা অব্যাহত রাখতে সকলকে একসঙ্গে কাজ করতে হবে। স্বাস্থ্যবিধি মেনে সকল কার্যক্রম পরিচালনার জন্য সংশ্লিষ্ট কর্তৃপক্ষকে নির্দেশ দেওয়া হয়েছে। এ বিষয়ে প্রয়োজনীয় ব্যবস্থা গ্রহণের আহ্বান জানানো হয়। [509,373,644,387]
classified-ad: আবশ্যক : ঢাকায় অবস্থিত প্রতিষ্ঠিত কোম্পানির জন্য যোগাযোগ। মোবা : ০১৭১১০০০০০০ [157,445,227,456]
classified-ad: আবশ্যক : ঢাকায় অবস্থিত প্রতিষ্ঠিত কোম্পানির জন্য যোগাযোগ। মোবা : ০১৭১১০০০০০০ [6,296,74,307]
article-headline: মেধা বিক্রয়ী রাষ্ট্রপক্ষকে প্রধানমন্ত্রীর অভিনন্দন [160,57,224,77]
article-body: নিজস্ব প্রতিবেদক ঢাকায় অনুষ্ঠিত এক আলোচনা সভায় বক্তারা বলেন দেশের উন্নয়নের ধারা অব্যাহত রাখতে সকলকে একসঙ্গে কাজ করতে হবে। স্বাস্থ্যবিধি মেনে সকল কার্যক্রম পরিচালনার জন্য সংশ্লিষ্ট কর্তৃপক্ষকে নির্দেশ দেওয়া হয়েছে। এ বিষয়ে প্রয়োজনীয় ব্যবস্থা গ্রহণের আহ্বান জানানো হয়। [235,159,407,172]
article-body: নিজস্ব প্রতিবেদক ঢাকায় অনুষ্ঠিত এক আলোচনা সভায় বক্তারা বলেন দেশের উন্নয়নের ধারা অব্যাহত রাখতে সকলকে একসঙ্গে কাজ করতে হবে। স্বাস্থ্যবিধি মেনে সকল কার্যক্রম পরিচালনার জন্য সংশ্লিষ্ট কর্তৃপক্ষকে নির্দেশ দেওয়া হয়েছে। এ বিষয়ে প্রয়োজনীয় ব্যবস্থা গ্রহণের আহ্বান জানানো হয়। [235,521,407,534]
classified-ad: আবশ্যক : ঢাকায় অবস্থিত প্রতিষ্ঠিত কোম্পানির জন্য যোগাযোগ। মোবা : ০১৭১১০০০০০০ [6,94,74,105]
classified-ad: আবশ্যক : ঢাকায় অবস্থিত প্রতিষ্ঠিত কোম্পানির জন্য যোগাযোগ। মোবা : ০১৭১১০০০০০০ [81,288,150,299]
article-body: নিজস্ব প্রতিবেদক ঢাকায় অনুষ্ঠিত এক আলোচনা সভায় বক্তারা বলেন দেশের উন্নয়নের ধারা অব্যাহত রাখতে সকলকে একসঙ্গে কাজ করতে হবে। স্বাস্থ্যবিধি মেনে সকল কার্যক্রম পরিচালনার জন্য সংশ্লিষ্ট কর্তৃপক্ষকে নির্দেশ দেওয়া হয়েছে। এ বিষয়ে প্রয়োজনীয় ব্যবস্থা গ্রহণের আহ্বান জানানো হয়। [413,382,503,404]
article-body: নিজস্ব প্রতিবেদক ঢাকায় অনুষ্ঠিত এক আলোচনা সভায় বক্তারা বলেন দেশের উন্নয়নের ধারা অব্যাহত রাখতে সকলকে একসঙ্গে কাজ করতে হবে। স্বাস্থ্যবিধি মেনে সকল কার্যক্রম পরিচালনার জন্য সংশ্লিষ্ট কর্তৃপক্ষকে নির্দেশ দেওয়া হয়েছে। এ বিষয়ে প্রয়োজনীয় ব্যবস্থা গ্রহণের আহ্বান জানানো হয়। [509,214,644,228]
article-body: নিজস্ব প্রতিবেদক ঢাকায় অনুষ্ঠিত এক আলোচনা সভায় বক্তারা বলেন দেশের উন্নয়নের ধারা অব্যাহত রাখতে সকলকে একসঙ্গে কাজ করতে হবে। স্বাস্থ্যবিধি মেনে সকল কার্যক্রম পরিচালনার জন্য সংশ্লিষ্ট কর্তৃপক্ষকে নির্দেশ দেওয়া হয়েছে। এ বিষয়ে প্রয়োজনীয় ব্যবস্থা গ্রহণের আহ্বান জানানো হয়। [235,317,407,330]
classified-ad: আবশ্যক : ঢাকায় অবস্থিত প্রতিষ্ঠিত কোম্পানির জন্য যোগাযোগ। মোবা : ০১৭১১০০০০০০ [81,531,150,542]
classified-ad: আবশ্যক : ঢাকায় অবস্থিত প্রতিষ্ঠিত কোম্পানির জন্য যোগাযোগ। মোবা : ০১৭১১০০০০০০ [6,132,74,143]
article-body: নিজস্ব প্রতিবেদক ঢাকায় অনুষ্ঠিত এক আলোচনা সভায় বক্তারা বলেন দেশের উন্নয়নের ধারা অব্যাহত রাখতে সকলকে একসঙ্গে কাজ করতে হবে। স্বাস্থ্যবিধি মেনে সকল কার্যক্রম পরিচালনার জন্য সংশ্লিষ্ট কর্তৃপক্ষকে নির্দেশ দেওয়া হয়েছে। এ বিষয়ে প্রয়োজনীয় ব্যবস্থা গ্রহণের আহ্বান জানানো হয়। [509,309,644,322]
article-body: নিজস্ব প্রতিবেদক ঢাকায় অনুষ্ঠিত এক আলোচনা সভায় বক্তারা বলেন দেশের উন্নয়নের ধারা অব্যাহত রাখতে সকলকে একসঙ্গে কাজ করতে হবে। স্বাস্থ্যবিধি মেনে সকল কার্যক্রম পরিচালনার জন্য সংশ্লিষ্ট কর্তৃপক্ষকে নির্দেশ দেওয়া হয়েছে। এ বিষয়ে প্রয়োজনীয় ব্যবস্থা গ্রহণের আহ্বান জানানো হয়। [413,197,503,220]
classified-ad: আবশ্যক : ঢাকায় অবস্থিত প্রতিষ্ঠিত কোম্পানির জন্য যোগাযোগ। মোবা : ০১৭১১০০০০০০ [6,535,74,546]
classified-ad: আবশ্যক : ঢাকায় অবস্থিত প্রতিষ্ঠিত কোম্পানির জন্য যোগাযোগ। মোবা : ০১৭১১০০০০০০ [6,271,74,282]
article-body: নিজস্ব প্রতিবেদক ঢাকায় অনুষ্ঠিত এক আলোচনা সভায় বক্তারা বলেন দেশের উন্নয়নের ধারা অব্যাহত রাখতে সকলকে একসঙ্গে কাজ করতে হবে। স্বাস্থ্যবিধি মেনে সকল কার্যক্রম পরিচালনার জন্য সংশ্লিষ্ট কর্তৃপক্ষকে নির্দেশ দেওয়া হয়েছে। এ বিষয়ে প্রয়োজনীয় ব্যবস্থা গ্রহণের আহ্বান জানানো হয়। [235,81,407,95]
classified-ad: আবশ্যক : ঢাকায় অবস্থিত প্রতিষ্ঠিত কোম্পানির জন্য যোগাযোগ। মোবা : ০১৭১১০০০০০০ [81,350,150,361]
classified-ad: আবশ্যক : ঢাকায় অবস্থিত প্রতিষ্ঠিত কোম্পানির জন্য যোগাযোগ। মোবা : ০১৭১১০০০০০০ [6,69,74,80]
classified-ad: আবশ্যক : ঢাকায় অবস্থিত প্রতিষ্ঠিত কোম্পানির জন্য যোগাযোগ। মোবা : ০১৭১১০০০০০০ [81,443,150,454]
article-body: নিজস্ব প্রতিবেদক ঢাকায় অনুষ্ঠিত এক আলোচনা সভায় বক্তারা বলেন দেশের উন্নয়নের ধারা অব্যাহত রাখতে সকলকে একসঙ্গে কাজ করতে হবে। স্বাস্থ্যবিধি মেনে সকল কার্যক্রম পরিচালনার জন্য সংশ্লিষ্ট কর্তৃপক্ষকে নির্দেশ দেওয়া হয়েছে। এ বিষয়ে প্রয়োজনীয় ব্যবস্থা গ্রহণের আহ্বান জানানো হয়। [235,94,407,108]
article-body: নিজস্ব প্রতিবেদক ঢাকায় অনুষ্ঠিত এক আলোচনা সভায় বক্তারা বলেন দেশের উন্নয়নের ধারা অব্যাহত রাখতে সকলকে একসঙ্গে কাজ করতে হবে। স্বাস্থ্যবিধি মেনে সকল কার্যক্রম পরিচালনার জন্য সংশ্লিষ্ট কর্তৃপক্ষকে নির্দেশ দেওয়া হয়েছে। এ বিষয়ে প্রয়োজনীয় ব্যবস্থা গ্রহণের আহ্বান জানানো হয়। [235,546,407,560]
article-body: নিজস্ব প্রতিবেদক ঢাকায় অনুষ্ঠিত এক আলোচনা সভায় বক্তারা বলেন দেশের উন্নয়নের ধারা অব্যাহত রাখতে সকলকে একসঙ্গে কাজ করতে হবে। স্বাস্থ্যবিধি মেনে সকল কার্যক্রম পরিচালনার জন্য সংশ্লিষ্ট কর্তৃপক্ষকে নির্দেশ দেওয়া হয়েছে। এ বিষয়ে প্রয়োজনীয় ব্যবস্থা গ্রহণের আহ্বান জানানো হয়। [413,403,503,425]
article-body: নিজস্ব প্রতিবেদক ঢাকায় অনুষ্ঠিত এক আলোচনা সভায় বক্তারা বলেন দেশের উন্নয়নের ধারা অব্যাহত রাখতে সকলকে একসঙ্গে কাজ করতে হবে। স্বাস্থ্যবিধি মেনে সকল কার্যক্রম পরিচালনার জন্য সংশ্লিষ্ট কর্তৃপক্ষকে নির্দেশ দেওয়া হয়েছে। এ বিষয়ে প্রয়োজনীয় ব্যবস্থা গ্রহণের আহ্বান জানানো হয়। [235,197,407,211]
classified-ad: আবশ্যক : ঢাকায় অবস্থিত প্রতিষ্ঠিত কোম্পানির জন্য যোগাযোগ। মোবা : ০১৭১১০০০০০০ [6,371,74,382]
article-headline: জনতাদের লক্ষ্য অবশ্যক [158,137,226,146]
article-body: নিজস্ব প্রতিবেদক ঢাকায় অনুষ্ঠিত এক আলোচনা সভায় বক্তারা বলেন দেশের উন্নয়নের ধারা অব্যাহত রাখতে সকলকে একসঙ্গে কাজ করতে হবে। স্বাস্থ্যবিধি মেনে সকল কার্যক্রম পরিচালনার জন্য সংশ্লিষ্ট কর্তৃপক্ষকে নির্দেশ দেওয়া হয়েছে। এ বিষয়ে প্রয়োজনীয় ব্যবস্থা গ্রহণের আহ্বান জানানো হয়। [235,210,407,224]
article-body: নিজস্ব প্রতিবেদক ঢাকায় অনুষ্ঠিত এক আলোচনা সভায় বক্তারা বলেন দেশের উন্নয়নের ধারা অব্যাহত রাখতে সকলকে একসঙ্গে কাজ করতে হবে। স্বাস্থ্যবিধি মেনে সকল কার্যক্রম পরিচালনার জন্য সংশ্লিষ্ট কর্তৃপক্ষকে নির্দেশ দেওয়া হয়েছে। এ বিষয়ে প্রয়োজনীয় ব্যবস্থা গ্রহণের আহ্বান জানানো হয়। [235,69,407,82]
article-body: নিজস্ব প্রতিবেদক ঢাকায় অনুষ্ঠিত এক আলোচনা সভায় বক্তারা বলেন দেশের উন্নয়নের ধারা অব্যাহত রাখতে সকলকে একসঙ্গে কাজ করতে হবে। স্বাস্থ্যবিধি মেনে সকল কার্যক্রম পরিচালনার জন্য সংশ্লিষ্ট কর্তৃপক্ষকে নির্দেশ দেওয়া হয়েছে। এ বিষয়ে প্রয়োজনীয় ব্যবস্থা গ্রহণের আহ্বান জানানো হয়। [157,243,227,270]
story-divider [235,694,407,695]
classified-ad: আবশ্যক : ঢাকায় অবস্থিত প্রতিষ্ঠিত কোম্পানির জন্য যোগাযোগ। মোবা : ০১৭১১০০০০০০ [81,162,150,173]
classified-ad: আবশ্যক : ঢাকায় অবস্থিত প্রতিষ্ঠিত কোম্পানির জন্য যোগাযোগ। মোবা : ০১৭১১০০০০০০ [81,325,150,336]
article-body: নিজস্ব প্রতিবেদক ঢাকায় অনুষ্ঠিত এক আলোচনা সভায় বক্তারা বলেন দেশের উন্নয়নের ধারা অব্যাহত রাখতে সকলকে একসঙ্গে কাজ করতে হবে। স্বাস্থ্যবিধি মেনে সকল কার্যক্রম পরিচালনার জন্য সংশ্লিষ্ট কর্তৃপক্ষকে নির্দেশ দেওয়া হয়েছে। এ বিষয়ে প্রয়োজনীয় ব্যবস্থা গ্রহণের আহ্বান জানানো হয়। [413,339,503,361]
article-body: নিজস্ব প্রতিবেদক ঢাকায় অনুষ্ঠিত এক আলোচনা সভায় বক্তারা বলেন দেশের উন্নয়নের ধারা অব্যাহত রাখতে সকলকে একসঙ্গে কাজ করতে হবে। স্বাস্থ্যবিধি মেনে সকল কার্যক্রম পরিচালনার জন্য সংশ্লিষ্ট কর্তৃপক্ষকে নির্দেশ দেওয়া হয়েছে। এ বিষয়ে প্রয়োজনীয় ব্যবস্থা গ্রহণের আহ্বান জানানো হয়। [235,738,407,752]
article-body: নিজস্ব প্রতিবেদক ঢাকায় অনুষ্ঠিত এক আলোচনা সভায় বক্তারা বলেন দেশের উন্নয়নের ধারা অব্যাহত রাখতে সকলকে একসঙ্গে কাজ করতে হবে। স্বাস্থ্যবিধি মেনে সকল কার্যক্রম পরিচালনার জন্য সংশ্লিষ্ট কর্তৃপক্ষকে নির্দেশ দেওয়া হয়েছে। এ বিষয়ে প্রয়োজনীয় ব্যবস্থা গ্রহণের আহ্বান জানানো হয়। [413,257,503,280]
classified-ad: আবশ্যক : ঢাকায় অবস্থিত প্রতিষ্ঠিত কোম্পানির জন্য যোগাযোগ। মোবা : ০১৭১১০০০০০০ [6,396,74,407]
classified-ad: আবশ্যক : ঢাকায় অবস্থিত প্রতিষ্ঠিত কোম্পানির জন্য যোগাযোগ। মোবা : ০১৭১১০০০০০০ [6,170,74,181]
article-body: নিজস্ব প্রতিবেদক ঢাকায় অনুষ্ঠিত এক আলোচনা সভায় বক্তারা বলেন দেশের উন্নয়নের ধারা অব্যাহত রাখতে সকলকে একসঙ্গে কাজ করতে হবে। স্বাস্থ্যবিধি মেনে সকল কার্যক্রম পরিচালনার জন্য সংশ্লিষ্ট কর্তৃপক্ষকে নির্দেশ দেওয়া হয়েছে। এ বিষয়ে প্রয়োজনীয় ব্যবস্থা গ্রহণের আহ্বান জানানো হয়। [235,420,407,433]
classified-ad: আবশ্যক : ঢাকায় অবস্থিত প্রতিষ্ঠিত কোম্পানির জন্য যোগাযোগ। মোবা : ০১৭১১০০০০০০ [6,472,74,483]
classified-ad: আবশ্যক : ঢাকায় অবস্থিত প্রতিষ্ঠিত কোম্পানির জন্য যোগাযোগ। মোবা : ০১৭১১০০০০০০ [81,250,150,261]
article-body: নিজস্ব প্রতিবেদক ঢাকায় অনুষ্ঠিত এক আলোচনা সভায় বক্তারা বলেন দেশের উন্নয়নের ধারা অব্যাহত রাখতে সকলকে একসঙ্গে কাজ করতে হবে। স্বাস্থ্যবিধি মেনে সকল কার্যক্রম পরিচালনার জন্য সংশ্লিষ্ট কর্তৃপক্ষকে নির্দেশ দেওয়া হয়েছে। এ বিষয়ে প্রয়োজনীয় ব্যবস্থা গ্রহণের আহ্বান জানানো হয়। [235,368,407,382]
story-top-main [235,52,407,296]
article-body: নিজস্ব প্রতিবেদক ঢাকায় অনুষ্ঠিত এক আলোচনা সভায় বক্তারা বলেন দেশের উন্নয়নের ধারা অব্যাহত রাখতে সকলকে একসঙ্গে কাজ করতে হবে। স্বাস্থ্যবিধি মেনে সকল কার্যক্রম পরিচালনার জন্য সংশ্লিষ্ট কর্তৃপক্ষকে নির্দেশ দেওয়া হয়েছে। এ বিষয়ে প্রয়োজনীয় ব্যবস্থা গ্রহণের আহ্বান জানানো হয়। [235,572,407,586]
classified-ad: আবশ্যক : ঢাকায় অবস্থিত প্রতিষ্ঠিত কোম্পানির জন্য যোগাযোগ। মোবা : ০১৭১১০০০০০০ [81,174,150,185]
article-body: নিজস্ব প্রতিবেদক ঢাকায় অনুষ্ঠিত এক আলোচনা সভায় বক্তারা বলেন দেশের উন্নয়নের ধারা অব্যাহত রাখতে সকলকে একসঙ্গে কাজ করতে হবে। স্বাস্থ্যবিধি মেনে সকল কার্যক্রম পরিচালনার জন্য সংশ্লিষ্ট কর্তৃপক্ষকে নির্দেশ দেওয়া হয়েছে। এ বিষয়ে প্রয়োজনীয় ব্যবস্থা গ্রহণের আহ্বান জানানো হয়। [235,829,407,842]
article-body: নিজস্ব প্রতিবেদক ঢাকায় অনুষ্ঠিত এক আলোচনা সভায় বক্তারা বলেন দেশের উন্নয়নের ধারা অব্যাহত রাখতে সকলকে একসঙ্গে কাজ করতে হবে। স্বাস্থ্যবিধি মেনে সকল কার্যক্রম পরিচালনার জন্য সংশ্লিষ্ট কর্তৃপক্ষকে নির্দেশ দেওয়া হয়েছে। এ বিষয়ে প্রয়োজনীয় ব্যবস্থা গ্রহণের আহ্বান জানানো হয়। [413,463,503,485]
masthead-logo: বাংলাদেশ প্রতিদিন [495,18,603,36]
article-body: নিজস্ব প্রতিবেদক ঢাকায় অনুষ্ঠিত এক আলোচনা সভায় বক্তারা বলেন দেশের উন্নয়নের ধারা অব্যাহত রাখতে সকলকে একসঙ্গে কাজ করতে হবে। স্বাস্থ্যবিধি মেনে সকল কার্যক্রম পরিচালনার জন্য সংশ্লিষ্ট কর্তৃপক্ষকে নির্দেশ দেওয়া হয়েছে। এ বিষয়ে প্রয়োজনীয় ব্যবস্থা গ্রহণের আহ্বান জানানো হয়। [509,120,644,134]
classified-ad: আবশ্যক : ঢাকায় অবস্থিত প্রতিষ্ঠিত কোম্পানির জন্য যোগাযোগ। মোবা : ০১৭১১০০০০০০ [6,548,74,559]
classified-ad: আবশ্যক : ঢাকায় অবস্থিত প্রতিষ্ঠিত কোম্পানির জন্য যোগাযোগ। মোবা : ০১৭১১০০০০০০ [6,560,74,571]
article-body: নিজস্ব প্রতিবেদক ঢাকায় অনুষ্ঠিত এক আলোচনা সভায় বক্তারা বলেন দেশের উন্নয়নের ধারা অব্যাহত রাখতে সকলকে একসঙ্গে কাজ করতে হবে। স্বাস্থ্যবিধি মেনে সকল কার্যক্রম পরিচালনার জন্য সংশ্লিষ্ট কর্তৃপক্ষকে নির্দেশ দেওয়া হয়েছে। এ বিষয়ে প্রয়োজনীয় ব্যবস্থা গ্রহণের আহ্বান জানানো হয়। [413,90,503,112]
article-body: নিজস্ব প্রতিবেদক ঢাকায় অনুষ্ঠিত এক আলোচনা সভায় বক্তারা বলেন দেশের উন্নয়নের ধারা অব্যাহত রাখতে সকলকে একসঙ্গে কাজ করতে হবে। স্বাস্থ্যবিধি মেনে সকল কার্যক্রম পরিচালনার জন্য সংশ্লিষ্ট কর্তৃপক্ষকে নির্দেশ দেওয়া হয়েছে। এ বিষয়ে প্রয়োজনীয় ব্যবস্থা গ্রহণের আহ্বান জানানো হয়। [235,867,407,881]
classified-ad: আবশ্যক : ঢাকায় অবস্থিত প্রতিষ্ঠিত কোম্পানির জন্য যোগাযোগ। মোবা : ০১৭১১০০০০০০ [6,245,74,256]
classified-ad: আবশ্যক : ঢাকায় অবস্থিত প্রতিষ্ঠিত কোম্পানির জন্য যোগাযোগ। মোবা : ০১৭১১০০০০০০ [157,483,227,494]
article-body: নিজস্ব প্রতিবেদক ঢাকায় অনুষ্ঠিত এক আলোচনা সভায় বক্তারা বলেন দেশের উন্নয়নের ধারা অব্যাহত রাখতে সকলকে একসঙ্গে কাজ করতে হবে। স্বাস্থ্যবিধি মেনে সকল কার্যক্রম পরিচালনার জন্য সংশ্লিষ্ট কর্তৃপক্ষকে নির্দেশ দেওয়া হয়েছে। এ বিষয়ে প্রয়োজনীয় ব্যবস্থা গ্রহণের আহ্বান জানানো হয়। [413,133,503,155]
classified-heading: বিবিধ [157,416,227,431]
article-body: নিজস্ব প্রতিবেদক ঢাকায় অনুষ্ঠিত এক আলোচনা সভায় বক্তারা বলেন দেশের উন্নয়নের ধারা অব্যাহত রাখতে সকলকে একসঙ্গে কাজ করতে হবে। স্বাস্থ্যবিধি মেনে সকল কার্যক্রম পরিচালনার জন্য সংশ্লিষ্ট কর্তৃপক্ষকে নির্দেশ দেওয়া হয়েছে। এ বিষয়ে প্রয়োজনীয় ব্যবস্থা গ্রহণের আহ্বান জানানো হয়। [235,107,407,121]
classified-ad: আবশ্যক : ঢাকায় অবস্থিত প্রতিষ্ঠিত কোম্পানির জন্য যোগাযোগ। মোবা : ০১৭১১০০০০০০ [6,384,74,395]
article-body: নিজস্ব প্রতিবেদক ঢাকায় অনুষ্ঠিত এক আলোচনা সভায় বক্তারা বলেন দেশের উন্নয়নের ধারা অব্যাহত রাখতে সকলকে একসঙ্গে কাজ করতে হবে। স্বাস্থ্যবিধি মেনে সকল কার্যক্রম পরিচালনার জন্য সংশ্লিষ্ট কর্তৃপক্ষকে নির্দেশ দেওয়া হয়েছে। এ বিষয়ে প্রয়োজনীয় ব্যবস্থা গ্রহণের আহ্বান জানানো হয়। [509,94,644,108]
classified-ad: আবশ্যক : ঢাকায় অবস্থিত প্রতিষ্ঠিত কোম্পানির জন্য যোগাযোগ। মোবা : ০১৭১১০০০০০০ [81,506,150,517]
classifieds-column-2 [81,52,150,976]
article-body: নিজস্ব প্রতিবেদক ঢাকায় অনুষ্ঠিত এক আলোচনা সভায় বক্তারা বলেন দেশের উন্নয়নের ধারা অব্যাহত রাখতে সকলকে একসঙ্গে কাজ করতে হবে। স্বাস্থ্যবিধি মেনে সকল কার্যক্রম পরিচালনার জন্য সংশ্লিষ্ট কর্তৃপক্ষকে নির্দেশ দেওয়া হয়েছে। এ বিষয়ে প্রয়োজনীয় ব্যবস্থা গ্রহণের আহ্বান জানানো হয়। [157,149,227,176]
classified-ad: আবশ্যক : ঢাকায় অবস্থিত প্রতিষ্ঠিত কোম্পানির জন্য যোগাযোগ। মোবা : ০১৭১১০০০০০০ [6,258,74,269]
classified-ad: আবশ্যক : ঢাকায় অবস্থিত প্রতিষ্ঠিত কোম্পানির জন্য যোগাযোগ। মোবা : ০১৭১১০০০০০০ [6,119,74,130]
article-headline: কক্সবাজার এখনো [551,57,602,65]
article-body: নিজস্ব প্রতিবেদক ঢাকায় অনুষ্ঠিত এক আলোচনা সভায় বক্তারা বলেন দেশের উন্নয়নের ধারা অব্যাহত রাখতে সকলকে একসঙ্গে কাজ করতে হবে। স্বাস্থ্যবিধি মেনে সকল কার্যক্রম পরিচালনার জন্য সংশ্লিষ্ট কর্তৃপক্ষকে নির্দেশ দেওয়া হয়েছে। এ বিষয়ে প্রয়োজনীয় ব্যবস্থা গ্রহণের আহ্বান জানানো হয়। [509,347,644,361]
classified-ad: আবশ্যক : ঢাকায় অবস্থিত প্রতিষ্ঠিত কোম্পানির জন্য যোগাযোগ। মোবা : ০১৭১১০০০০০০ [81,388,150,399]
article-headline: রূপসজ্জায় ভিত্তিতে [294,509,348,517]
article-body: নিজস্ব প্রতিবেদক ঢাকায় অনুষ্ঠিত এক আলোচনা সভায় বক্তারা বলেন দেশের উন্নয়নের ধারা অব্যাহত রাখতে সকলকে একসঙ্গে কাজ করতে হবে। স্বাস্থ্যবিধি মেনে সকল কার্যক্রম পরিচালনার জন্য সংশ্লিষ্ট কর্তৃপক্ষকে নির্দেশ দেওয়া হয়েছে। এ বিষয়ে প্রয়োজনীয় ব্যবস্থা গ্রহণের আহ্বান জানানো হয়। [157,338,227,364]
day-label: রবিবার [114,9,128,15]
article-body: নিজস্ব প্রতিবেদক ঢাকায় অনুষ্ঠিত এক আলোচনা সভায় বক্তারা বলেন দেশের উন্নয়নের ধারা অব্যাহত রাখতে সকলকে একসঙ্গে কাজ করতে হবে। স্বাস্থ্যবিধি মেনে সকল কার্যক্রম পরিচালনার জন্য সংশ্লিষ্ট কর্তৃপক্ষকে নির্দেশ দেওয়া হয়েছে। এ বিষয়ে প্রয়োজনীয় ব্যবস্থা গ্রহণের আহ্বান জানানো হয়। [509,283,644,297]
article-body: নিজস্ব প্রতিবেদক ঢাকায় অনুষ্ঠিত এক আলোচনা সভায় বক্তারা বলেন দেশের উন্নয়নের ধারা অব্যাহত রাখতে সকলকে একসঙ্গে কাজ করতে হবে। স্বাস্থ্যবিধি মেনে সকল কার্যক্রম পরিচালনার জন্য সংশ্লিষ্ট কর্তৃপক্ষকে নির্দেশ দেওয়া হয়েছে। এ বিষয়ে প্রয়োজনীয় ব্যবস্থা গ্রহণের আহ্বান জানানো হয়। [235,713,407,726]
column-divider [506,52,507,976]
classified-ad: আবশ্যক : ঢাকায় অবস্থিত প্রতিষ্ঠিত কোম্পানির জন্য যোগাযোগ। মোবা : ০১৭১১০০০০০০ [6,145,74,156]
article-body: নিজস্ব প্রতিবেদক ঢাকায় অনুষ্ঠিত এক আলোচনা সভায় বক্তারা বলেন দেশের উন্নয়নের ধারা অব্যাহত রাখতে সকলকে একসঙ্গে কাজ করতে হবে। স্বাস্থ্যবিধি মেনে সকল কার্যক্রম পরিচালনার জন্য সংশ্লিষ্ট কর্তৃপক্ষকে নির্দেশ দেওয়া হয়েছে। এ বিষয়ে প্রয়োজনীয় ব্যবস্থা গ্রহণের আহ্বান জানানো হয়। [509,322,644,335]
classified-ad: আবশ্যক : ঢাকায় অবস্থিত প্রতিষ্ঠিত কোম্পানির জন্য যোগাযোগ। মোবা : ০১৭১১০০০০০০ [81,401,150,412]
classified-ad: আবশ্যক : ঢাকায় অবস্থিত প্রতিষ্ঠিত কোম্পানির জন্য যোগাযোগ। মোবা : ০১৭১১০০০০০০ [81,225,150,236]
classified-ad: আবশ্যক : ঢাকায় অবস্থিত প্রতিষ্ঠিত কোম্পানির জন্য যোগাযোগ। মোবা : ০১৭১১০০০০০০ [81,199,150,210]
article-body: নিজস্ব প্রতিবেদক ঢাকায় অনুষ্ঠিত এক আলোচনা সভায় বক্তারা বলেন দেশের উন্নয়নের ধারা অব্যাহত রাখতে সকলকে একসঙ্গে কাজ করতে হবে। স্বাস্থ্যবিধি মেনে সকল কার্যক্রম পরিচালনার জন্য সংশ্লিষ্ট কর্তৃপক্ষকে নির্দেশ দেওয়া হয়েছে। এ বিষয়ে প্রয়োজনীয় ব্যবস্থা গ্রহণের আহ্বান জানানো হয়। [157,389,227,416]
article-body: নিজস্ব প্রতিবেদক ঢাকায় অনুষ্ঠিত এক আলোচনা সভায় বক্তারা বলেন দেশের উন্নয়নের ধারা অব্যাহত রাখতে সকলকে একসঙ্গে কাজ করতে হবে। স্বাস্থ্যবিধি মেনে সকল কার্যক্রম পরিচালনার জন্য সংশ্লিষ্ট কর্তৃপক্ষকে নির্দেশ দেওয়া হয়েছে। এ বিষয়ে প্রয়োজনীয় ব্যবস্থা গ্রহণের আহ্বান জানানো হয়। [509,386,644,400]
article-body: নিজস্ব প্রতিবেদক ঢাকায় অনুষ্ঠিত এক আলোচনা সভায় বক্তারা বলেন দেশের উন্নয়নের ধারা অব্যাহত রাখতে সকলকে একসঙ্গে কাজ করতে হবে। স্বাস্থ্যবিধি মেনে সকল কার্যক্রম পরিচালনার জন্য সংশ্লিষ্ট কর্তৃপক্ষকে নির্দেশ দেওয়া হয়েছে। এ বিষয়ে প্রয়োজনীয় ব্যবস্থা গ্রহণের আহ্বান জানানো হয়। [157,106,227,133]
news-column-narrow [413,52,503,976]
classified-ad: আবশ্যক : ঢাকায় অবস্থিত প্রতিষ্ঠিত কোম্পানির জন্য যোগাযোগ। মোবা : ০১৭১১০০০০০০ [81,456,150,467]
classified-ad: আবশ্যক : ঢাকায় অবস্থিত প্রতিষ্ঠিত কোম্পানির জন্য যোগাযোগ। মোবা : ০১৭১১০০০০০০ [81,69,150,80]
article-headline: জাপানের স্বাস্থ্যবিধি [294,57,348,65]
article-body: নিজস্ব প্রতিবেদক ঢাকায় অনুষ্ঠিত এক আলোচনা সভায় বক্তারা বলেন দেশের উন্নয়নের ধারা অব্যাহত রাখতে সকলকে একসঙ্গে কাজ করতে হবে। স্বাস্থ্যবিধি মেনে সকল কার্যক্রম পরিচালনার জন্য সংশ্লিষ্ট কর্তৃপক্ষকে নির্দেশ দেওয়া হয়েছে। এ বিষয়ে প্রয়োজনীয় ব্যবস্থা গ্রহণের আহ্বান জানানো হয়। [509,270,644,284]
article-body: নিজস্ব প্রতিবেদক ঢাকায় অনুষ্ঠিত এক আলোচনা সভায় বক্তারা বলেন দেশের উন্নয়নের ধারা অব্যাহত রাখতে সকলকে একসঙ্গে কাজ করতে হবে। স্বাস্থ্যবিধি মেনে সকল কার্যক্রম পরিচালনার জন্য সংশ্লিষ্ট কর্তৃপক্ষকে নির্দেশ দেওয়া হয়েছে। এ বিষয়ে প্রয়োজনীয় ব্যবস্থা গ্রহণের আহ্বান জানানো হয়। [413,154,503,177]
article-body: নিজস্ব প্রতিবেদক ঢাকায় অনুষ্ঠিত এক আলোচনা সভায় বক্তারা বলেন দেশের উন্নয়নের ধারা অব্যাহত রাখতে সকলকে একসঙ্গে কাজ করতে হবে। স্বাস্থ্যবিধি মেনে সকল কার্যক্রম পরিচালনার জন্য সংশ্লিষ্ট কর্তৃপক্ষকে নির্দেশ দেওয়া হয়েছে। এ বিষয়ে প্রয়োজনীয় ব্যবস্থা গ্রহণের আহ্বান জানানো হয়। [235,751,407,765]
news-column-3 [157,52,227,976]
classified-ad: আবশ্যক : ঢাকায় অবস্থিত প্রতিষ্ঠিত কোম্পানির জন্য যোগাযোগ। মোবা : ০১৭১১০০০০০০ [81,468,150,479]
classified-ad: আবশ্যক : ঢাকায় অবস্থিত প্রতিষ্ঠিত কোম্পানির জন্য যোগাযোগ। মোবা : ০১৭১১০০০০০০ [6,283,74,294]
article-body: নিজস্ব প্রতিবেদক ঢাকায় অনুষ্ঠিত এক আলোচনা সভায় বক্তারা বলেন দেশের উন্নয়নের ধারা অব্যাহত রাখতে সকলকে একসঙ্গে কাজ করতে হবে। স্বাস্থ্যবিধি মেনে সকল কার্যক্রম পরিচালনার জন্য সংশ্লিষ্ট কর্তৃপক্ষকে নির্দেশ দেওয়া হয়েছে। এ বিষয়ে প্রয়োজনীয় ব্যবস্থা গ্রহণের আহ্বান জানানো হয়। [235,329,407,343]
date-text: ৯ আগস্ট ২০২০ | ২৫ শ্রাবণ ১৪২৭ [85,16,157,22]
classified-ad: আবশ্যক : ঢাকায় অবস্থিত প্রতিষ্ঠিত কোম্পানির জন্য যোগাযোগ। মোবা : ০১৭১১০০০০০০ [81,275,150,286]
article-body: নিজস্ব প্রতিবেদক ঢাকায় অনুষ্ঠিত এক আলোচনা সভায় বক্তারা বলেন দেশের উন্নয়নের ধারা অব্যাহত রাখতে সকলকে একসঙ্গে কাজ করতে হবে। স্বাস্থ্যবিধি মেনে সকল কার্যক্রম পরিচালনার জন্য সংশ্লিষ্ট কর্তৃপক্ষকে নির্দেশ দেওয়া হয়েছে। এ বিষয়ে প্রয়োজনীয় ব্যবস্থা গ্রহণের আহ্বান জানানো হয়। [413,69,503,91]
article-headline: পেট্রোলিয়াম গ্রুপিউ [430,327,486,336]
article-body: নিজস্ব প্রতিবেদক ঢাকায় অনুষ্ঠিত এক আলোচনা সভায় বক্তারা বলেন দেশের উন্নয়নের ধারা অব্যাহত রাখতে সকলকে একসঙ্গে কাজ করতে হবে। স্বাস্থ্যবিধি মেনে সকল কার্যক্রম পরিচালনার জন্য সংশ্লিষ্ট কর্তৃপক্ষকে নির্দেশ দেওয়া হয়েছে। এ বিষয়ে প্রয়োজনীয় ব্যবস্থা গ্রহণের আহ্বান জানানো হয়। [413,236,503,258]
article-body: নিজস্ব প্রতিবেদক ঢাকায় অনুষ্ঠিত এক আলোচনা সভায় বক্তারা বলেন দেশের উন্নয়নের ধারা অব্যাহত রাখতে সকলকে একসঙ্গে কাজ করতে হবে। স্বাস্থ্যবিধি মেনে সকল কার্যক্রম পরিচালনার জন্য সংশ্লিষ্ট কর্তৃপক্ষকে নির্দেশ দেওয়া হয়েছে। এ বিষয়ে প্রয়োজনীয় ব্যবস্থা গ্রহণের আহ্বান জানানো হয়। [235,803,407,816]
classified-ad: আবশ্যক : ঢাকায় অবস্থিত প্রতিষ্ঠিত কোম্পানির জন্য যোগাযোগ। মোবা : ০১৭১১০০০০০০ [81,363,150,374]
page-number-badge: ২ [252,8,278,34]
